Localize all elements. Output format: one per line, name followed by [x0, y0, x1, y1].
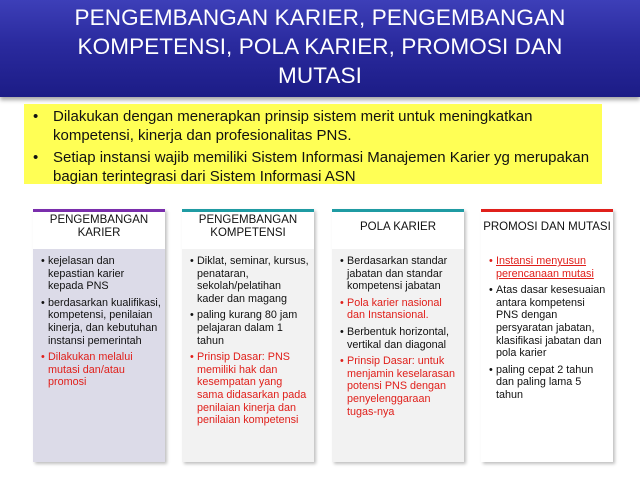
- column-item-text: Dilakukan melalui mutasi dan/atau promosi: [48, 351, 133, 389]
- column-item-text: Diklat, seminar, kursus, penataran, sekolah/pelatihan kader dan magang: [197, 255, 309, 305]
- column-list: [481, 249, 613, 402]
- column-item-text: Atas dasar kesesuaian antara kompetensi PNS dengan persyaratan jabatan, klasifikasi jabatan dan pola karier: [496, 284, 606, 360]
- column-body: [481, 249, 613, 462]
- column-header: [332, 209, 464, 242]
- column-body: [33, 249, 165, 462]
- intro-bullet-2: [24, 148, 602, 186]
- column-header: [481, 209, 613, 242]
- column-item: [41, 255, 161, 293]
- column-header-label: PENGEMBANGAN KARIER: [49, 214, 149, 239]
- bullet-icon: •: [33, 108, 39, 125]
- bullet-icon: •: [41, 296, 45, 309]
- column-body: [332, 249, 464, 462]
- column-item-text: berdasarkan kualifikasi, kompetensi, penilaian kinerja, dan kebutuhan instansi pemerintah: [48, 296, 161, 347]
- bullet-icon: •: [41, 351, 45, 364]
- bullet-icon: •: [489, 363, 493, 376]
- column-list: [332, 249, 464, 418]
- column-list: [182, 249, 314, 427]
- column-pengembangan-kompetensi: [182, 209, 314, 462]
- column-item-text: paling cepat 2 tahun dan paling lama 5 tahun: [496, 363, 594, 401]
- column-item: [340, 255, 460, 293]
- column-item-text: Berbentuk horizontal, vertikal dan diagonal: [347, 325, 450, 351]
- column-list: [33, 249, 165, 389]
- column-item-text: Prinsip Dasar: untuk menjamin keselarasan potensi PNS dengan penyelenggaraan tugas-nya: [347, 355, 456, 418]
- column-item: [340, 355, 460, 418]
- column-header: [33, 209, 165, 242]
- intro-bullet-text: Dilakukan dengan menerapkan prinsip sistem merit untuk meningkatkan kompetensi, kinerja dan profesionalitas PNS.: [53, 108, 533, 144]
- column-item-text: kejelasan dan kepastian karier kepada PNS: [48, 255, 125, 293]
- bullet-icon: •: [340, 296, 344, 309]
- column-item: [190, 255, 310, 305]
- column-item: [489, 284, 609, 360]
- column-item: [489, 364, 609, 402]
- bullet-icon: •: [340, 355, 344, 368]
- bullet-icon: •: [190, 255, 194, 267]
- bullet-icon: •: [41, 255, 45, 267]
- column-header: [182, 209, 314, 242]
- column-item: [190, 351, 310, 427]
- column-pengembangan-karier: [33, 209, 165, 462]
- column-item-text: paling kurang 80 jam pelajaran dalam 1 tahun: [197, 309, 298, 347]
- bullet-icon: •: [489, 284, 493, 297]
- column-item-text: Prinsip Dasar: PNS memiliki hak dan kesempatan yang sama didasarkan pada penilaian kinerja dan penilaian kompetensi: [197, 351, 307, 427]
- slide-title-line-2: KOMPETENSI, POLA KARIER, PROMOSI DAN: [77, 34, 563, 59]
- intro-bullet-1: [24, 107, 602, 145]
- column-body: [182, 249, 314, 462]
- column-pola-karier: [332, 209, 464, 462]
- column-item: [340, 297, 460, 322]
- bullet-icon: •: [190, 309, 194, 322]
- intro-box: [24, 104, 602, 184]
- bullet-icon: •: [33, 149, 39, 166]
- column-item-text: Berdasarkan standar jabatan dan standar kompetensi jabatan: [347, 255, 448, 293]
- intro-list: [24, 107, 602, 186]
- column-header-label: POLA KARIER: [359, 220, 437, 233]
- column-header-label: PENGEMBANGAN KOMPETENSI: [198, 214, 298, 239]
- bullet-icon: •: [190, 351, 194, 364]
- column-item-text: Instansi menyusun perencanaan mutasi: [496, 255, 594, 280]
- slide-title: [20, 3, 620, 90]
- slide-title-line-1: PENGEMBANGAN KARIER, PENGEMBANGAN: [74, 5, 566, 30]
- bullet-icon: •: [340, 325, 344, 338]
- column-header-label: PROMOSI DAN MUTASI: [483, 220, 611, 233]
- title-bar: [0, 0, 640, 97]
- column-item-text: Pola karier nasional dan Instansional.: [347, 296, 442, 322]
- column-item: [489, 255, 609, 280]
- intro-bullet-text: Setiap instansi wajib memiliki Sistem Informasi Manajemen Karier yg merupakan bagian terintegrasi dari Sistem Informasi ASN: [53, 149, 590, 185]
- slide-title-line-3: MUTASI: [278, 63, 362, 88]
- column-item: [41, 297, 161, 347]
- column-promosi-dan-mutasi: [481, 209, 613, 462]
- bullet-icon: •: [340, 255, 344, 267]
- column-item: [41, 351, 161, 389]
- bullet-icon: •: [489, 255, 493, 267]
- column-item: [340, 326, 460, 351]
- column-item: [190, 309, 310, 347]
